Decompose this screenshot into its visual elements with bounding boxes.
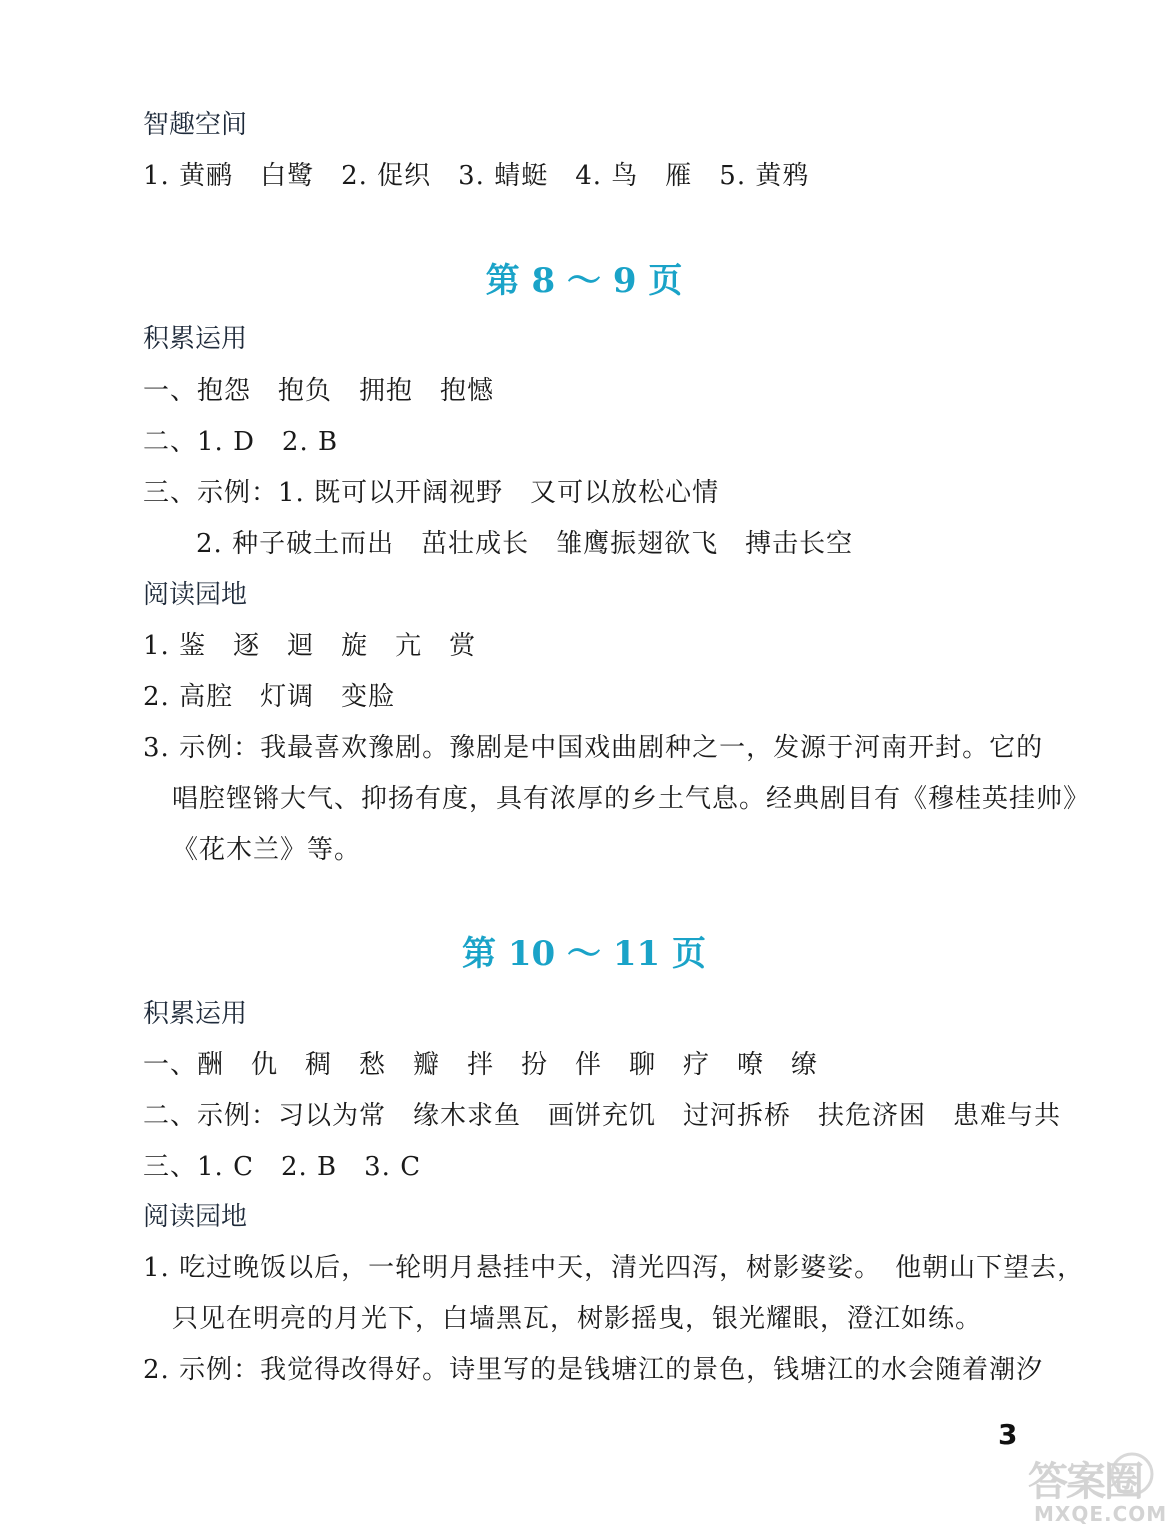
answer-line: 三、示例：1. 既可以开阔视野 又可以放松心情 xyxy=(143,478,720,508)
page-range-title: 第 10 ～ 11 页 xyxy=(462,934,706,974)
answer-line: 2. 示例：我觉得改得好。诗里写的是钱塘江的景色，钱塘江的水会随着潮汐 xyxy=(143,1355,1044,1385)
watermark-text: 答案圈 xyxy=(1028,1459,1142,1505)
section-heading-jilei: 积累运用 xyxy=(143,324,248,354)
answer-line: 1. 黄鹂 白鹭 2. 促织 3. 蜻蜓 4. 鸟 雁 5. 黄鸦 xyxy=(143,161,810,191)
section-heading-jilei: 积累运用 xyxy=(143,999,248,1029)
answer-line: 一、酬 仇 稠 愁 瓣 拌 扮 伴 聊 疗 嘹 缭 xyxy=(143,1050,819,1080)
section-heading-yuedu: 阅读园地 xyxy=(143,580,248,610)
answer-line: 1. 鉴 逐 迴 旋 亢 赏 xyxy=(143,631,477,661)
answer-line: 二、1. D 2. B xyxy=(143,427,339,457)
answer-line: 只见在明亮的月光下，白墙黑瓦，树影摇曳，银光耀眼，澄江如练。 xyxy=(172,1304,983,1334)
answer-line: 3. 示例：我最喜欢豫剧。豫剧是中国戏曲剧种之一，发源于河南开封。它的 xyxy=(143,733,1044,763)
page-range-title: 第 8 ～ 9 页 xyxy=(485,261,683,301)
watermark-logo xyxy=(1028,1440,1168,1532)
watermark-url: MXQE.COM xyxy=(1034,1502,1168,1526)
answer-line: 三、1. C 2. B 3. C xyxy=(143,1152,422,1182)
answer-line: 一、抱怨 抱负 拥抱 抱憾 xyxy=(143,376,495,406)
answer-line: 二、示例：习以为常 缘木求鱼 画饼充饥 过河拆桥 扶危济困 患难与共 xyxy=(143,1101,1062,1131)
answer-line: 2. 种子破土而出 茁壮成长 雏鹰振翅欲飞 搏击长空 xyxy=(196,529,854,559)
section-heading-yuedu: 阅读园地 xyxy=(143,1202,248,1232)
page-number: 3 xyxy=(998,1418,1018,1451)
answer-line: 1. 吃过晚饭以后，一轮明月悬挂中天，清光四泻，树影婆娑。 他朝山下望去， xyxy=(143,1253,1085,1283)
section-heading-zhiqu: 智趣空间 xyxy=(143,110,248,140)
answer-line: 《花木兰》等。 xyxy=(172,835,362,865)
answer-line: 2. 高腔 灯调 变脸 xyxy=(143,682,396,712)
answer-line: 唱腔铿锵大气、抑扬有度，具有浓厚的乡土气息。经典剧目有《穆桂英挂帅》 xyxy=(172,784,1091,814)
